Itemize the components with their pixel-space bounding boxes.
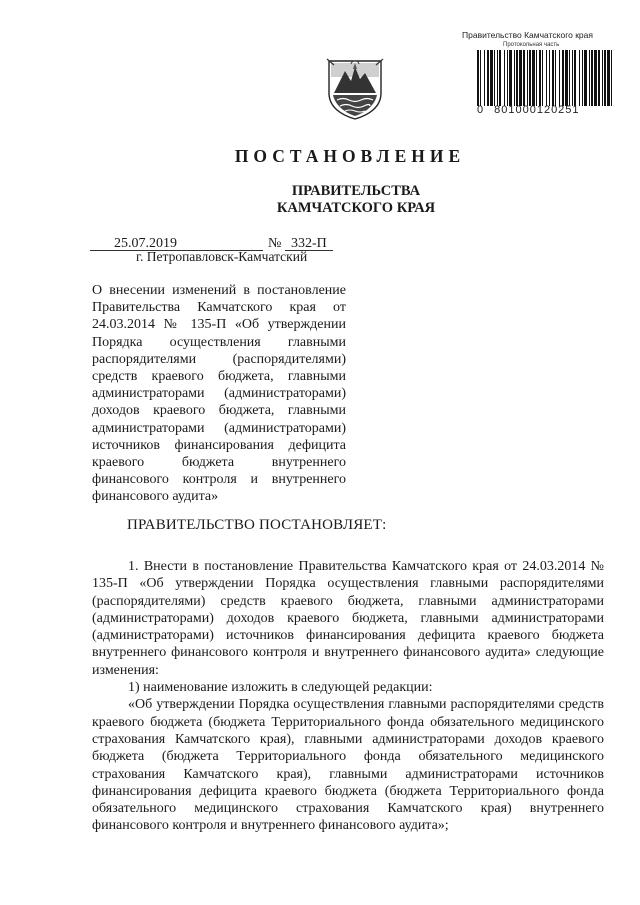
document-number: 332-П (285, 237, 333, 251)
decree-heading: ПРАВИТЕЛЬСТВО ПОСТАНОВЛЯЕТ: (127, 517, 387, 533)
kamchatka-coat-of-arms-icon (325, 55, 385, 121)
document-type: ПОСТАНОВЛЕНИЕ (234, 146, 466, 166)
document-body (92, 558, 604, 835)
paragraph-3: «Об утверждении Порядка осуществления главными распорядителями средств краевого бюджета (бюджета Территориального фонда обязательного медицинского страхования Камчатского края), главными администраторами доходов краевого бюджета (бюджета Территориального фонда обязательного медицинского страхования Камчатского края), главными администраторами источников финансирования дефицита краевого бюджета (бюджета Территориального фонда обязательного медицинского страхования Камчатского края) внутреннего финансового контроля и внутреннего финансового аудита»; (92, 697, 604, 834)
document-subject: О внесении изменений в постановление Правительства Камчатского края от 24.03.2014 № 135-П «Об утверждении Порядка осуществления главными распорядителями (распорядителями) средств краевого бюджета, главными администраторами (администраторами) доходов краевого бюджета, главными администраторами (администраторами) источников финансирования дефицита краевого бюджета внутреннего финансового контроля и внутреннего финансового аудита» (92, 283, 346, 505)
issuer-line-1: ПРАВИТЕЛЬСТВА (291, 183, 421, 199)
stamp-subtitle: Протокольная часть (503, 42, 560, 48)
paragraph-1: 1. Внести в постановление Правительства Камчатского края от 24.03.2014 № 135-П «Об утверждении Порядка осуществления главными распорядителями (распорядителями) средств краевого бюджета, главными администраторами (администраторами) доходов краевого бюджета, главными администраторами (администраторами) источников финансирования дефицита краевого бюджета внутреннего финансового контроля и внутреннего финансового аудита» следующие изменения: (92, 559, 604, 678)
issuer-line-2: КАМЧАТСКОГО КРАЯ (276, 200, 436, 216)
barcode-number (477, 104, 617, 116)
paragraph-2: 1) наименование изложить в следующей редакции: (128, 680, 433, 696)
barcode-prefix: 0 (477, 104, 485, 116)
issuer (0, 183, 640, 217)
number-sign: № (268, 236, 282, 251)
city: г. Петропавловск-Камчатский (136, 249, 308, 264)
document-date: 25.07.2019 (90, 237, 263, 251)
stamp-title: Правительство Камчатского края (462, 30, 593, 40)
barcode-digits: 801000120251 (494, 104, 580, 116)
barcode (477, 50, 612, 106)
